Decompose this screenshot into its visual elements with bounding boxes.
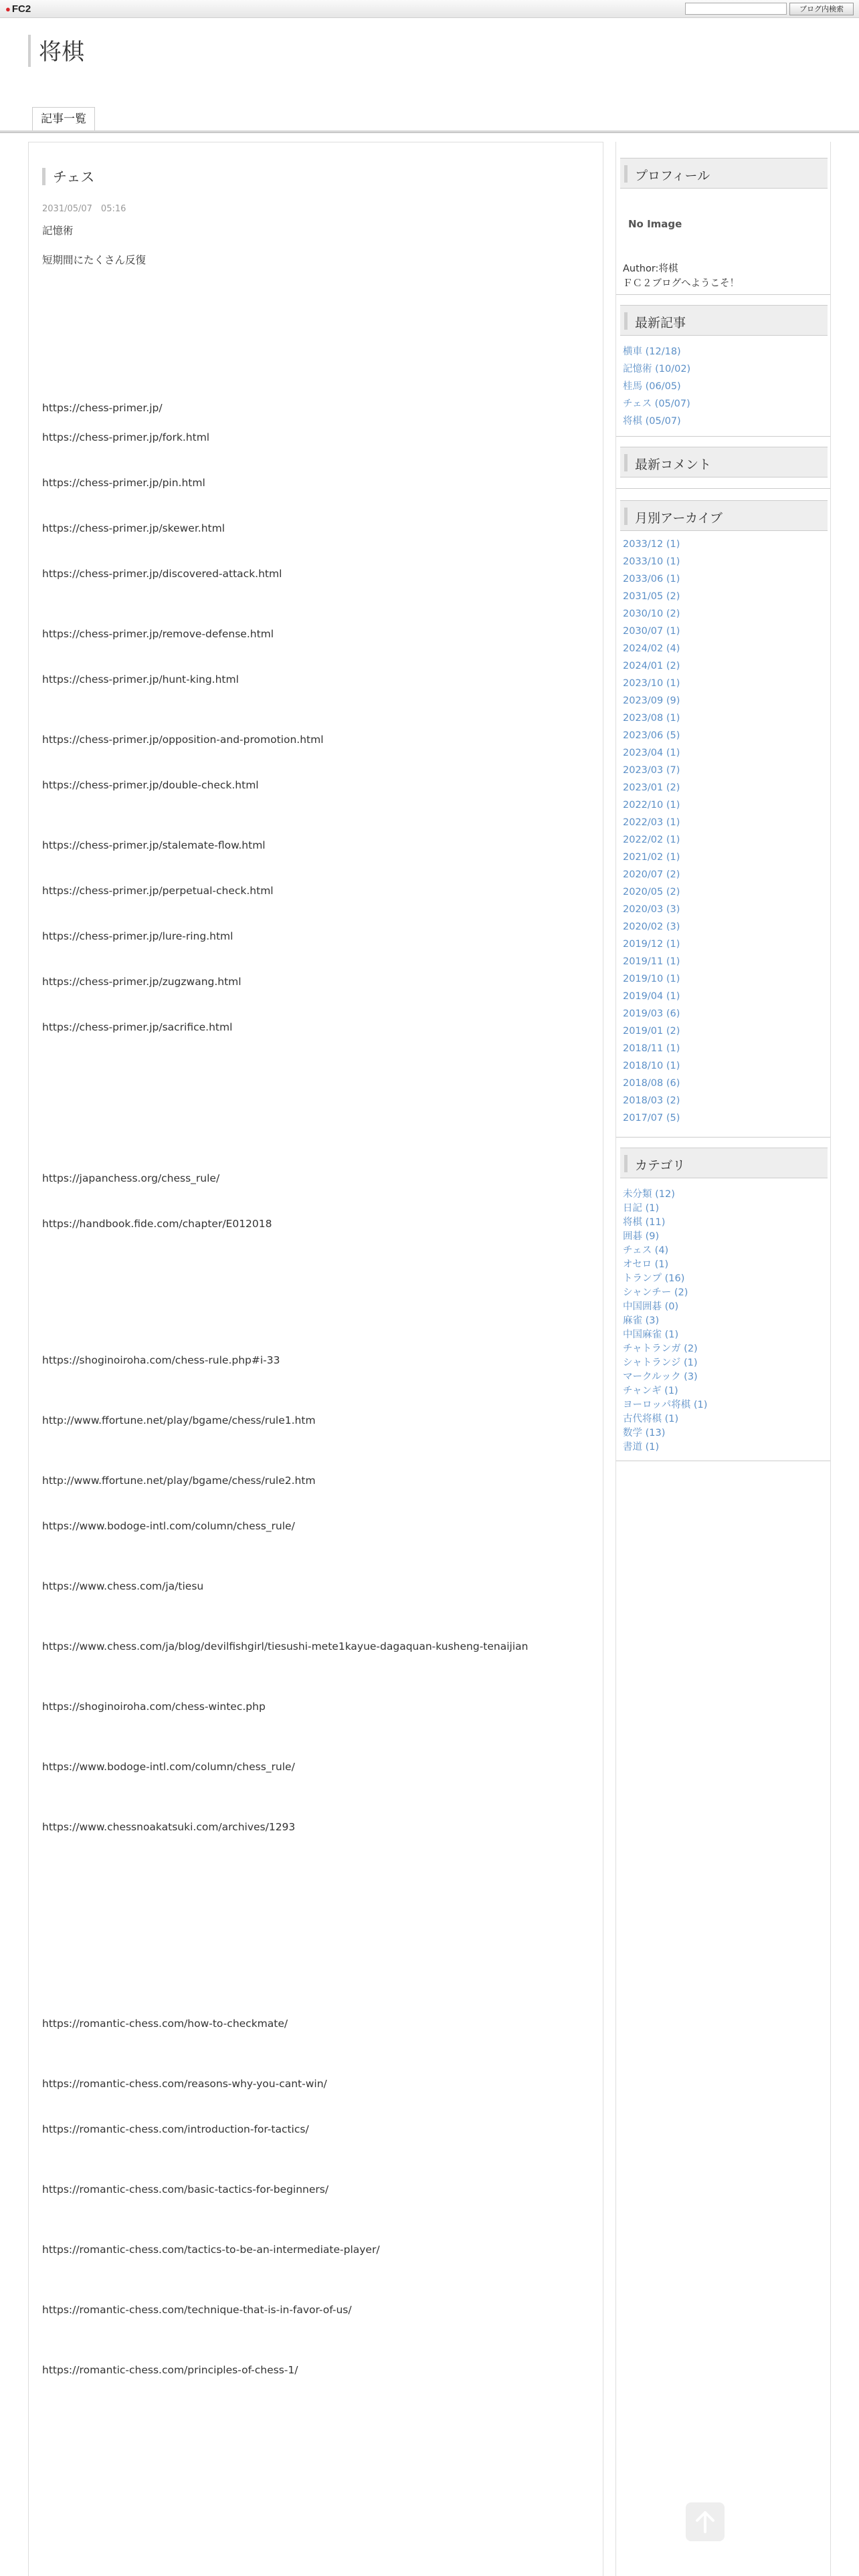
archive-link[interactable]: 2018/08 (6): [623, 1078, 680, 1089]
widget-divider: [616, 294, 830, 295]
entry-url: https://chess-primer.jp/sacrifice.html: [42, 1021, 233, 1033]
widget-accent: [624, 454, 628, 471]
entry-url: https://romantic-chess.com/how-to-checkmate/: [42, 2018, 288, 2030]
entry-url: https://chess-primer.jp/fork.html: [42, 431, 210, 443]
entry-url: https://chess-primer.jp/: [42, 402, 163, 414]
archive-link[interactable]: 2018/11 (1): [623, 1043, 680, 1054]
category-link[interactable]: チャトランガ (2): [623, 1344, 698, 1354]
profile-heading: プロフィール: [635, 169, 710, 183]
recent-posts-heading: 最新記事: [635, 316, 686, 330]
archive-link[interactable]: 2024/01 (2): [623, 661, 680, 671]
category-link[interactable]: トランプ (16): [623, 1273, 685, 1284]
entry-url: https://chess-primer.jp/lure-ring.html: [42, 930, 233, 942]
archive-link[interactable]: 2024/02 (4): [623, 643, 680, 654]
category-link[interactable]: 古代将棋 (1): [623, 1414, 679, 1424]
archive-link[interactable]: 2019/04 (1): [623, 991, 680, 1002]
entry-url: https://romantic-chess.com/technique-that-is-in-favor-of-us/: [42, 2304, 352, 2316]
entry-url: https://romantic-chess.com/reasons-why-you-cant-win/: [42, 2078, 327, 2090]
widget-divider: [616, 1137, 830, 1138]
entry-url: http://www.ffortune.net/play/bgame/chess/rule2.htm: [42, 1475, 316, 1487]
archive-link[interactable]: 2030/07 (1): [623, 626, 680, 637]
entry-url: https://www.chessnoakatsuki.com/archives/1293: [42, 1821, 296, 1833]
entry-url: https://chess-primer.jp/discovered-attack.html: [42, 568, 282, 580]
entry-url: https://chess-primer.jp/double-check.html: [42, 779, 259, 791]
category-link[interactable]: オセロ (1): [623, 1259, 669, 1270]
archive-link[interactable]: 2023/01 (2): [623, 782, 680, 793]
archive-link[interactable]: 2020/03 (3): [623, 904, 680, 915]
archive-link[interactable]: 2019/01 (2): [623, 1026, 680, 1037]
recent-post-link[interactable]: 桂馬 (06/05): [623, 381, 681, 392]
archive-link[interactable]: 2020/07 (2): [623, 869, 680, 880]
entry-title[interactable]: チェス: [53, 169, 95, 185]
main-content: [28, 142, 603, 2576]
fc2-flame-icon: ●: [5, 4, 11, 14]
widget-divider: [616, 436, 830, 437]
archives-heading: 月別アーカイブ: [635, 511, 723, 526]
entry-url: https://romantic-chess.com/basic-tactics-for-beginners/: [42, 2183, 329, 2195]
entry-url: https://chess-primer.jp/zugzwang.html: [42, 976, 242, 988]
category-link[interactable]: 未分類 (12): [623, 1189, 675, 1200]
archive-link[interactable]: 2020/05 (2): [623, 887, 680, 897]
archive-link[interactable]: 2031/05 (2): [623, 591, 680, 602]
category-link[interactable]: 中国麻雀 (1): [623, 1329, 679, 1340]
archive-link[interactable]: 2022/02 (1): [623, 835, 680, 845]
entry-url: https://handbook.fide.com/chapter/E012018: [42, 1218, 272, 1230]
archive-link[interactable]: 2019/11 (1): [623, 956, 680, 967]
archive-link[interactable]: 2017/07 (5): [623, 1113, 680, 1123]
blog-search-input[interactable]: [685, 3, 787, 15]
nav-tab-article-list[interactable]: 記事一覧: [32, 107, 95, 130]
entry-url: https://chess-primer.jp/perpetual-check.html: [42, 885, 274, 897]
category-link[interactable]: チェス (4): [623, 1245, 669, 1256]
archives-header: [620, 500, 828, 531]
archive-link[interactable]: 2023/08 (1): [623, 713, 680, 724]
category-link[interactable]: 囲碁 (9): [623, 1231, 660, 1242]
entry-url: https://chess-primer.jp/opposition-and-promotion.html: [42, 734, 324, 746]
entry-url: https://www.chess.com/ja/tiesu: [42, 1580, 204, 1592]
category-link[interactable]: 麻雀 (3): [623, 1315, 660, 1326]
scroll-top-button[interactable]: [686, 2502, 725, 2541]
categories-heading: カテゴリ: [635, 1158, 686, 1173]
widget-accent: [624, 165, 628, 183]
blog-title-accent: [28, 35, 31, 67]
recent-posts-header: [620, 305, 828, 336]
archive-link[interactable]: 2022/03 (1): [623, 817, 680, 828]
blog-search-button[interactable]: ブログ内検索: [789, 3, 854, 15]
recent-post-link[interactable]: チェス (05/07): [623, 399, 690, 409]
category-link[interactable]: 将棋 (11): [623, 1217, 666, 1228]
archive-link[interactable]: 2033/12 (1): [623, 539, 680, 550]
fc2-logo-text: FC2: [11, 3, 31, 15]
category-link[interactable]: マークルック (3): [623, 1372, 698, 1382]
entry-title-accent: [42, 168, 45, 185]
recent-post-link[interactable]: 横車 (12/18): [623, 346, 681, 357]
entry-url: https://www.bodoge-intl.com/column/chess_rule/: [42, 1761, 295, 1773]
recent-comments-heading: 最新コメント: [635, 457, 712, 472]
entry-url: https://www.chess.com/ja/blog/devilfishgirl/tiesushi-mete1kayue-dagaquan-kusheng-tenaijian: [42, 1640, 529, 1652]
entry-url: https://chess-primer.jp/remove-defense.html: [42, 628, 274, 640]
widget-accent: [624, 1155, 628, 1172]
entry-url: http://www.ffortune.net/play/bgame/chess/rule1.htm: [42, 1414, 316, 1426]
category-link[interactable]: 書道 (1): [623, 1442, 660, 1453]
widget-accent: [624, 312, 628, 330]
archive-link[interactable]: 2023/09 (9): [623, 695, 680, 706]
profile-widget-header: [620, 158, 828, 189]
archive-link[interactable]: 2023/03 (7): [623, 765, 680, 776]
archive-link[interactable]: 2020/02 (3): [623, 922, 680, 932]
archive-link[interactable]: 2021/02 (1): [623, 852, 680, 863]
entry-url: https://japanchess.org/chess_rule/: [42, 1172, 220, 1184]
entry-date: 2031/05/07 05:16: [42, 204, 126, 214]
archive-link[interactable]: 2033/06 (1): [623, 574, 680, 584]
entry-url: https://romantic-chess.com/tactics-to-be-an-intermediate-player/: [42, 2244, 380, 2256]
archive-link[interactable]: 2022/10 (1): [623, 800, 680, 811]
entry-url: https://chess-primer.jp/stalemate-flow.html: [42, 839, 266, 851]
fc2-header-bar: [0, 0, 859, 18]
entry-url: https://chess-primer.jp/skewer.html: [42, 522, 225, 534]
archive-link[interactable]: 2018/10 (1): [623, 1061, 680, 1071]
category-link[interactable]: シャンチー (2): [623, 1287, 688, 1298]
nav-divider: [0, 130, 859, 133]
category-link[interactable]: 中国囲碁 (0): [623, 1301, 679, 1312]
profile-no-image: No Image: [628, 218, 682, 230]
category-link[interactable]: チャンギ (1): [623, 1386, 678, 1396]
entry-text: 記憶術: [42, 225, 74, 237]
profile-welcome: ＦＣ２ブログへようこそ！: [623, 278, 739, 289]
archive-link[interactable]: 2019/03 (6): [623, 1008, 680, 1019]
archive-link[interactable]: 2023/06 (5): [623, 730, 680, 741]
widget-divider: [616, 488, 830, 489]
entry-url: https://romantic-chess.com/introduction-for-tactics/: [42, 2123, 309, 2135]
entry-url: https://romantic-chess.com/principles-of-chess-1/: [42, 2364, 298, 2376]
profile-author: Author:将棋: [623, 263, 678, 274]
category-link[interactable]: 日記 (1): [623, 1203, 660, 1214]
widget-accent: [624, 508, 628, 525]
archive-link[interactable]: 2030/10 (2): [623, 609, 680, 619]
archive-link[interactable]: 2019/10 (1): [623, 974, 680, 984]
sidebar: [615, 142, 831, 2576]
archive-link[interactable]: 2019/12 (1): [623, 939, 680, 950]
entry-url: https://www.bodoge-intl.com/column/chess_rule/: [42, 1520, 295, 1532]
entry-url: https://chess-primer.jp/pin.html: [42, 477, 205, 489]
entry-url: https://shoginoiroha.com/chess-wintec.php: [42, 1701, 266, 1713]
recent-post-link[interactable]: 記憶術 (10/02): [623, 364, 691, 374]
category-link[interactable]: 数学 (13): [623, 1428, 666, 1438]
entry-text: 短期間にたくさん反復: [42, 254, 147, 266]
arrow-up-icon: [695, 2510, 715, 2533]
archive-link[interactable]: 2018/03 (2): [623, 1095, 680, 1106]
blog-title[interactable]: 将棋: [39, 39, 84, 66]
archive-link[interactable]: 2033/10 (1): [623, 556, 680, 567]
fc2-logo[interactable]: [5, 3, 31, 15]
archive-link[interactable]: 2023/04 (1): [623, 748, 680, 758]
entry-url: https://shoginoiroha.com/chess-rule.php#i-33: [42, 1354, 280, 1366]
entry-url: https://chess-primer.jp/hunt-king.html: [42, 673, 239, 685]
recent-post-link[interactable]: 将棋 (05/07): [623, 416, 681, 427]
category-link[interactable]: シャトランジ (1): [623, 1358, 698, 1368]
category-link[interactable]: ヨーロッパ将棋 (1): [623, 1400, 708, 1410]
categories-header: [620, 1148, 828, 1178]
recent-comments-header: [620, 447, 828, 477]
archive-link[interactable]: 2023/10 (1): [623, 678, 680, 689]
